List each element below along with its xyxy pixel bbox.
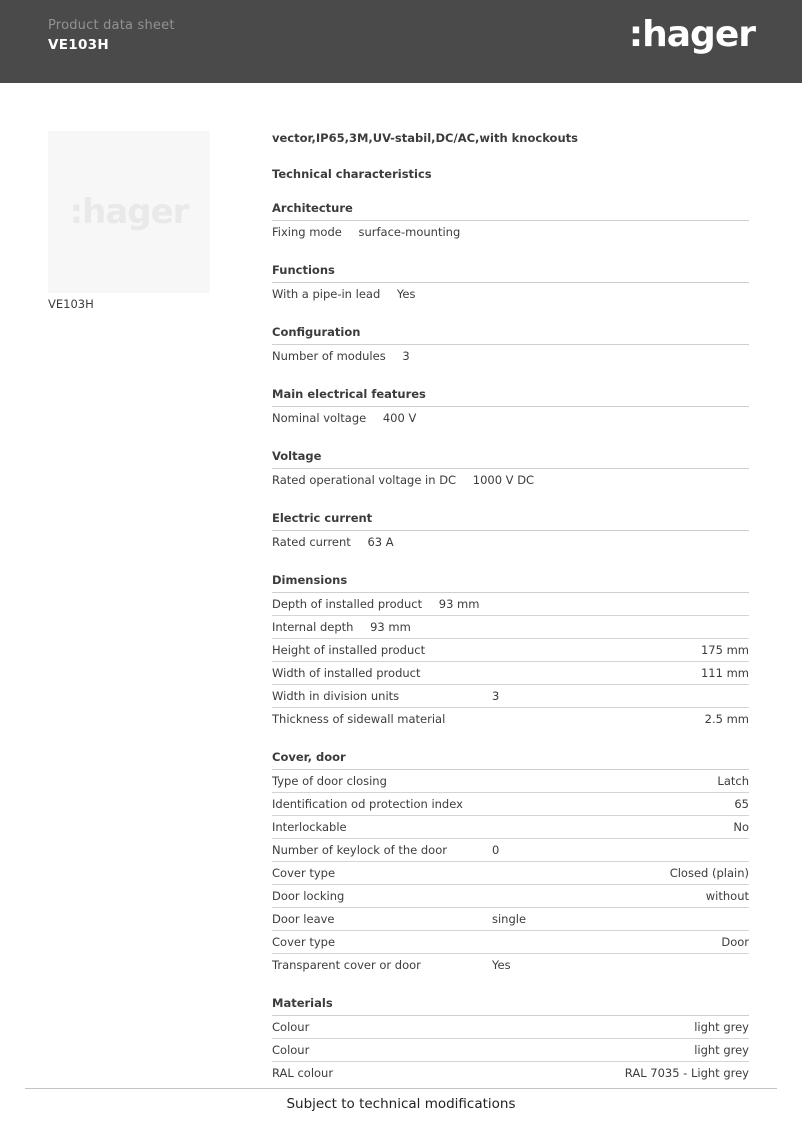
spec-label: Identification od protection index — [272, 797, 463, 811]
spec-rows — [272, 469, 749, 491]
spec-value: 1000 V DC — [472, 473, 535, 487]
spec-value: Yes — [396, 287, 416, 301]
spec-row — [272, 707, 749, 730]
technical-characteristics-heading: Technical characteristics — [272, 167, 432, 181]
spec-label: Number of keylock of the door — [272, 843, 447, 857]
spec-row — [272, 638, 749, 661]
spec-rows — [272, 407, 749, 429]
spec-rows — [272, 283, 749, 305]
spec-value: 63 A — [367, 535, 394, 549]
spec-section-title: Electric current — [272, 511, 749, 531]
spec-row — [272, 930, 749, 953]
spec-label: RAL colour — [272, 1066, 334, 1080]
spec-rows — [272, 345, 749, 367]
spec-label: Rated current — [272, 535, 351, 549]
spec-label: Colour — [272, 1043, 310, 1057]
spec-row — [272, 770, 749, 792]
spec-value: Closed (plain) — [669, 866, 749, 880]
spec-row — [272, 345, 749, 367]
spec-section-title: Main electrical features — [272, 387, 749, 407]
spec-row — [272, 283, 749, 305]
spec-section-title: Functions — [272, 263, 749, 283]
spec-row — [272, 593, 749, 615]
spec-value: Latch — [717, 774, 749, 788]
spec-section-title: Voltage — [272, 449, 749, 469]
spec-label: Number of modules — [272, 349, 386, 363]
spec-label: Depth of installed product — [272, 597, 423, 611]
spec-label: Interlockable — [272, 820, 347, 834]
spec-value: without — [705, 889, 749, 903]
page-header — [0, 0, 802, 83]
spec-section-title: Materials — [272, 996, 749, 1016]
spec-value: 65 — [734, 797, 749, 811]
product-code: VE103H — [48, 37, 109, 53]
document-type-label: Product data sheet — [48, 18, 175, 33]
spec-label: Thickness of sidewall material — [272, 712, 446, 726]
spec-label: Door leave — [272, 912, 335, 926]
spec-row — [272, 407, 749, 429]
spec-value: RAL 7035 - Light grey — [624, 1066, 749, 1080]
spec-value: 3 — [402, 349, 410, 363]
spec-section — [272, 750, 749, 976]
spec-rows — [272, 593, 749, 730]
spec-value: 175 mm — [700, 643, 749, 657]
spec-value: Yes — [492, 958, 511, 972]
spec-section — [272, 573, 749, 730]
spec-section-title: Architecture — [272, 201, 749, 221]
spec-row — [272, 221, 749, 243]
spec-section-title: Dimensions — [272, 573, 749, 593]
spec-sections — [272, 201, 749, 1084]
spec-row — [272, 792, 749, 815]
spec-value: 400 V — [382, 411, 417, 425]
spec-section-title: Cover, door — [272, 750, 749, 770]
spec-value: light grey — [694, 1020, 749, 1034]
spec-row — [272, 1016, 749, 1038]
header-titles — [48, 18, 175, 53]
spec-label: Nominal voltage — [272, 411, 367, 425]
spec-value: 111 mm — [700, 666, 749, 680]
spec-section — [272, 387, 749, 429]
spec-value: 2.5 mm — [704, 712, 749, 726]
spec-label: Cover type — [272, 866, 336, 880]
spec-section — [272, 511, 749, 553]
spec-row — [272, 815, 749, 838]
spec-row — [272, 615, 749, 638]
spec-label: Cover type — [272, 935, 336, 949]
spec-value: No — [733, 820, 749, 834]
hager-watermark: :hager — [69, 192, 189, 232]
spec-value: Door — [721, 935, 749, 949]
spec-label: With a pipe-in lead — [272, 287, 381, 301]
product-image-caption: VE103H — [48, 297, 94, 311]
spec-row — [272, 531, 749, 553]
spec-row — [272, 907, 749, 930]
hager-logo: :hager — [628, 14, 755, 55]
spec-section — [272, 325, 749, 367]
spec-row — [272, 1038, 749, 1061]
spec-section — [272, 263, 749, 305]
spec-row — [272, 684, 749, 707]
spec-rows — [272, 770, 749, 976]
spec-value: 93 mm — [370, 620, 411, 634]
spec-section-title: Configuration — [272, 325, 749, 345]
spec-label: Fixing mode — [272, 225, 342, 239]
spec-value: single — [492, 912, 527, 926]
spec-label: Transparent cover or door — [272, 958, 421, 972]
spec-section — [272, 201, 749, 243]
spec-value: light grey — [694, 1043, 749, 1057]
technical-content — [272, 131, 749, 1084]
spec-label: Colour — [272, 1020, 310, 1034]
spec-rows — [272, 531, 749, 553]
spec-label: Height of installed product — [272, 643, 426, 657]
spec-value: 0 — [492, 843, 500, 857]
spec-row — [272, 469, 749, 491]
spec-row — [272, 838, 749, 861]
spec-value: 3 — [492, 689, 500, 703]
page-footer — [25, 1088, 777, 1112]
spec-label: Door locking — [272, 889, 345, 903]
spec-row — [272, 661, 749, 684]
product-title: vector,IP65,3M,UV-stabil,DC/AC,with knockouts — [272, 131, 578, 145]
product-image-placeholder — [48, 131, 210, 293]
spec-label: Internal depth — [272, 620, 354, 634]
spec-row — [272, 861, 749, 884]
spec-value: surface-mounting — [358, 225, 461, 239]
spec-section — [272, 449, 749, 491]
spec-value: 93 mm — [438, 597, 480, 611]
spec-label: Width of installed product — [272, 666, 421, 680]
footer-note: Subject to technical modifications — [286, 1096, 516, 1112]
spec-rows — [272, 221, 749, 243]
spec-label: Rated operational voltage in DC — [272, 473, 457, 487]
spec-section — [272, 996, 749, 1084]
spec-label: Type of door closing — [272, 774, 387, 788]
spec-rows — [272, 1016, 749, 1084]
spec-label: Width in division units — [272, 689, 400, 703]
spec-row — [272, 1061, 749, 1084]
spec-row — [272, 884, 749, 907]
spec-row — [272, 953, 749, 976]
